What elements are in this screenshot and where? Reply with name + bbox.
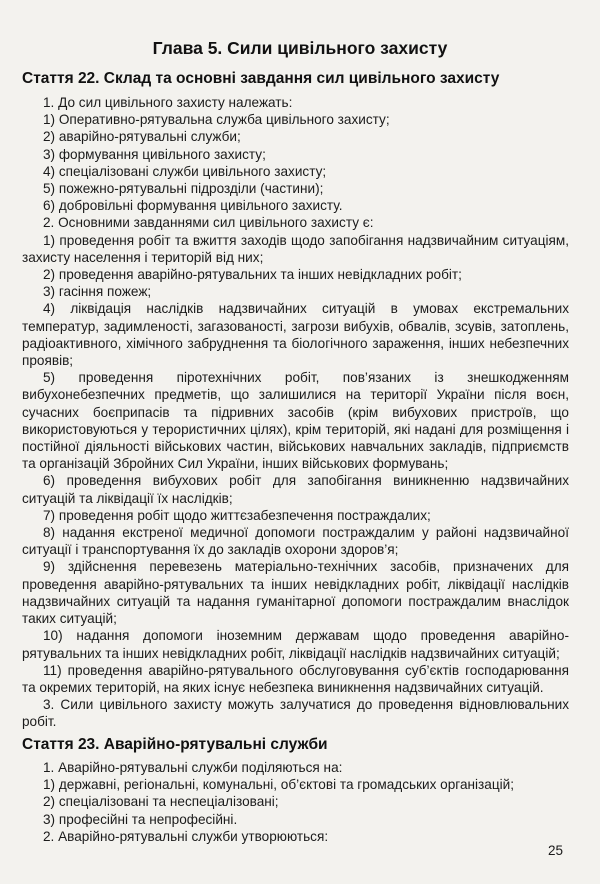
list-item: 2) проведення аварійно-рятувальних та інших невідкладних робіт;	[43, 267, 462, 283]
list-item: 4) спеціалізовані служби цивільного захисту;	[43, 163, 327, 179]
list-item: 3) професійні та непрофесійні.	[43, 811, 238, 827]
list-item: 5) пожежно-рятувальні підрозділи (частини);	[43, 181, 324, 197]
list-item: 9) здійснення перевезень матеріально-технічних засобів, призначених для проведення аварійно-рятувальних та інших невідкладних робіт, ліквідації наслідків надзвичайних ситуацій та надання гуманітарної допомоги постраждалим внаслідок таких ситуацій;	[22, 559, 569, 627]
list-item: 3) формування цивільного захисту;	[43, 146, 266, 162]
list-item: 2) спеціалізовані та неспеціалізовані;	[43, 794, 279, 810]
paragraph: 2. Аварійно-рятувальні служби утворюються:	[43, 828, 329, 844]
article-22-title: Стаття 22. Склад та основні завдання сил цивільного захисту	[22, 70, 500, 87]
list-item: 2) аварійно-рятувальні служби;	[43, 129, 241, 145]
paragraph: 3. Сили цивільного захисту можуть залучатися до проведення відновлювальних робіт.	[22, 697, 569, 730]
list-item: 3) гасіння пожеж;	[43, 284, 152, 300]
list-item: 6) проведення вибухових робіт для запобігання виникненню надзвичайних ситуацій та ліквідації їх наслідків;	[22, 473, 569, 506]
article-23-title: Стаття 23. Аварійно-рятувальні служби	[22, 736, 328, 753]
list-item: 1) Оперативно-рятувальна служба цивільного захисту;	[43, 112, 390, 128]
list-item: 4) ліквідація наслідків надзвичайних ситуацій в умовах екстремальних температур, задимленості, загазованості, загрози вибухів, обвалів, зсувів, затоплень, радіоактивного, хімічного забруднення та біологічного зараження, інших небезпечних проявів;	[22, 301, 569, 369]
list-item: 1) проведення робіт та вжиття заходів щодо запобігання надзвичайним ситуаціям, захисту населення і територій від них;	[22, 232, 569, 265]
list-item: 1) державні, регіональні, комунальні, об’єктові та громадських організацій;	[43, 777, 515, 793]
list-item: 10) надання допомоги іноземним державам щодо проведення аварійно-рятувальних та інших невідкладних робіт, ліквідації наслідків надзвичайних ситуацій;	[22, 628, 569, 661]
list-item: 8) надання екстреної медичної допомоги постраждалим у районі надзвичайної ситуації і транспортування їх до закладів охорони здоров’я;	[22, 525, 569, 558]
list-item: 11) проведення аварійно-рятувального обслуговування суб’єктів господарювання та окремих територій, на яких існує небезпека виникнення надзвичайних ситуацій.	[22, 662, 569, 695]
list-item: 7) проведення робіт щодо життєзабезпечення постраждалих;	[43, 507, 431, 523]
chapter-title: Глава 5. Сили цивільного захисту	[152, 38, 448, 58]
paragraph: 2. Основними завданнями сил цивільного захисту є:	[43, 215, 374, 231]
page-number: 25	[548, 843, 564, 858]
article-23-body	[22, 759, 569, 845]
paragraph: 1. Аварійно-рятувальні служби поділяються на:	[43, 760, 343, 775]
list-item: 6) добровільні формування цивільного захисту.	[43, 198, 343, 214]
paragraph: 1. До сил цивільного захисту належать:	[43, 95, 293, 110]
list-item: 5) проведення піротехнічних робіт, пов’язаних із знешкодженням вибухонебезпечних предметів, що залишилися на території України після воєн, сучасних боєприпасів та підривних засобів (крім вибухових пристроїв, що використовуються у терористичних цілях), крім територій, які надані для розміщення і постійної діяльності військових частин, військових навчальних закладів, підприємств та організацій Збройних Сил України, інших військових формувань;	[22, 370, 569, 472]
article-22-body	[22, 94, 569, 731]
